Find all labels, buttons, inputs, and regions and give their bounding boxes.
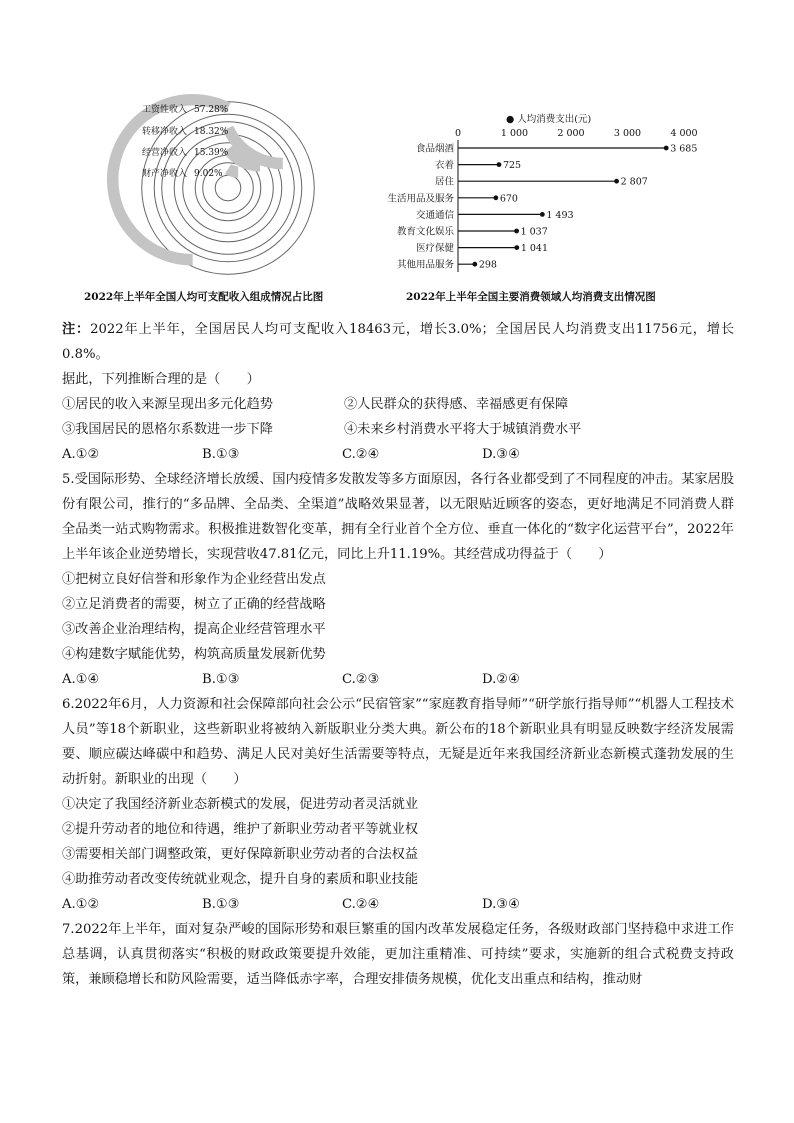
q6-statement-1: ①决定了我国经济新业态新模式的发展，促进劳动者灵活就业: [62, 797, 419, 812]
bar-value-label: 670: [499, 193, 518, 205]
bar-category-label: 交通通信: [415, 209, 454, 221]
q5-statement-3: ③改善企业治理结构，提高企业经营管理水平: [62, 622, 326, 637]
bar-series: [387, 143, 697, 271]
bar-value-label: 1 493: [546, 209, 574, 221]
q5-statement-2: ②立足消费者的需要，树立了正确的经营战略: [62, 597, 326, 612]
bar-category-label: 居住: [434, 176, 454, 188]
bar-point: [514, 245, 519, 250]
ring-value-transfer: 18.32%: [194, 127, 229, 137]
ring-label-business: 经营净收入: [142, 148, 188, 158]
bar-category-label: 教育文化娱乐: [396, 226, 454, 238]
figures-area: [0, 90, 794, 315]
q6-choice-c: C.②④: [342, 897, 380, 912]
q4-statement-4: ④未来乡村消费水平将大于城镇消费水平: [344, 422, 582, 437]
bar-value-label: 298: [478, 259, 497, 271]
note-prefix: 注：: [62, 322, 91, 337]
q5-choice-d: D.②④: [482, 672, 520, 687]
bar-chart-caption: 2022年上半年全国主要消费领域人均消费支出情况图: [406, 291, 656, 303]
q4-choice-a: A.①②: [62, 447, 100, 462]
bar-tick-label: 3 000: [613, 128, 642, 139]
q5-choice-a: A.①④: [62, 672, 100, 687]
bar-value-label: 1 041: [520, 243, 549, 255]
q4-stem: 据此，下列推断合理的是（ ）: [62, 372, 260, 387]
bar-point: [493, 195, 498, 200]
bar-value-label: 725: [502, 160, 522, 172]
ring-value-business: 15.39%: [194, 148, 229, 158]
question-text: [62, 317, 734, 992]
bar-point: [497, 162, 502, 167]
q4-choice-d: D.③④: [482, 447, 520, 462]
bar-point: [540, 212, 545, 217]
q4-statement-2: ②人民群众的获得感、幸福感更有保障: [344, 397, 569, 412]
q6-statement-4: ④助推劳动者改变传统就业观念，提升自身的素质和职业技能: [62, 872, 419, 887]
bar-category-label: 医疗保健: [415, 243, 454, 255]
q6-statement-2: ②提升劳动者的地位和待遇，维护了新职业劳动者平等就业权: [62, 822, 419, 837]
ring-label-wage: 工资性收入: [142, 105, 188, 115]
q5-choice-b: B.①③: [202, 672, 240, 687]
q4-statements-row2: [62, 417, 734, 442]
bar-category-label: 衣着: [434, 160, 454, 172]
q4-choice-c: C.②④: [342, 447, 380, 462]
bar-tick-label: 1 000: [500, 128, 529, 139]
q4-statements-row1: [62, 392, 734, 417]
bar-category-label: 生活用品及服务: [387, 193, 454, 205]
bar-value-label: 1 037: [520, 226, 548, 238]
bar-point: [472, 262, 477, 267]
q6-choice-b: B.①③: [202, 897, 240, 912]
bar-tick-label: 4 000: [670, 128, 698, 139]
q5-stem: 5.受国际形势、全球经济增长放缓、国内疫情多发散发等多方面原因，各行各业都受到了不同程度的冲击。某家居股份有限公司，推行的“多品牌、全品类、全渠道”战略效果显著，以无限贴近顾客的姿态，更好地满足不同消费人群全品类一站式购物需求。积极推进数智化变革，拥有全行业首个全方位、垂直一体化的“数字化运营平台”，2022年上半年该企业逆势增长，实现营收47.81亿元，同比上升11.19%。其经营成功得益于（ ）: [62, 472, 734, 562]
q6-stem: 6.2022年6月，人力资源和社会保障部向社会公示“民宿管家”“家庭教育指导师”“研学旅行指导师”“机器人工程技术人员”等18个新职业，这些新职业将被纳入新版职业分类大典。新公布的18个新职业具有明显反映数字经济发展需要、顺应碳达峰碳中和趋势、满足人民对美好生活需要等特点，无疑是近年来我国经济新业态新模式蓬勃发展的生动折射。新职业的出现（ ）: [62, 697, 734, 787]
q5-statement-4: ④构建数字赋能优势，构筑高质量发展新优势: [62, 647, 326, 662]
bar-point: [614, 179, 619, 184]
q5-statement-1: ①把树立良好信誉和形象作为企业经营出发点: [62, 572, 326, 587]
bar-category-label: 其他用品服务: [396, 259, 454, 271]
bar-tick-label: 0: [454, 128, 462, 139]
ring-label-property: 财产净收入: [142, 169, 188, 179]
note-text: 2022年上半年，全国居民人均可支配收入18463元，增长3.0%；全国居民人均消费支出11756元，增长0.8%。: [62, 322, 735, 362]
q6-statement-3: ③需要相关部门调整政策，更好保障新职业劳动者的合法权益: [62, 847, 419, 862]
ring-label-transfer: 转移净收入: [142, 127, 188, 137]
ring-chart-caption: 2022年上半年全国人均可支配收入组成情况占比图: [84, 291, 324, 303]
bar-category-label: 食品烟酒: [415, 143, 454, 155]
bar-value-label: 3 685: [670, 143, 698, 155]
q7-stem: 7.2022年上半年，面对复杂严峻的国际形势和艰巨繁重的国内改革发展稳定任务，各级财政部门坚持稳中求进工作总基调，认真贯彻落实“积极的财政政策要提升效能，更加注重精准、可持续”要求，实施新的组合式税费支持政策，兼顾稳增长和防风险需要，适当降低赤字率，合理安排债务规模，优化支出重点和结构，推动财: [62, 922, 734, 987]
bar-point: [514, 229, 519, 234]
bar-legend: ● 人均消费支出(元): [506, 114, 592, 125]
bar-value-label: 2 807: [620, 176, 648, 188]
income-ring-chart: [0, 90, 400, 315]
q4-statement-1: ①居民的收入来源呈现出多元化趋势: [62, 397, 273, 412]
q6-choices: [62, 892, 734, 917]
q6-choice-d: D.③④: [482, 897, 520, 912]
bar-tick-label: 2 000: [557, 128, 585, 139]
q4-choices: [62, 442, 734, 467]
bar-point: [664, 146, 669, 151]
q6-choice-a: A.①②: [62, 897, 100, 912]
q5-choice-c: C.②③: [342, 672, 380, 687]
ring-value-property: 9.02%: [194, 169, 223, 179]
bar-x-axis: [455, 128, 698, 272]
consumption-bar-chart: [387, 90, 794, 315]
note-paragraph: [62, 317, 734, 367]
q4-statement-3: ③我国居民的恩格尔系数进一步下降: [62, 422, 273, 437]
ring-arc-property: [228, 169, 238, 172]
q5-choices: [62, 667, 734, 692]
q4-choice-b: B.①③: [202, 447, 240, 462]
ring-value-wage: 57.28%: [194, 105, 229, 115]
